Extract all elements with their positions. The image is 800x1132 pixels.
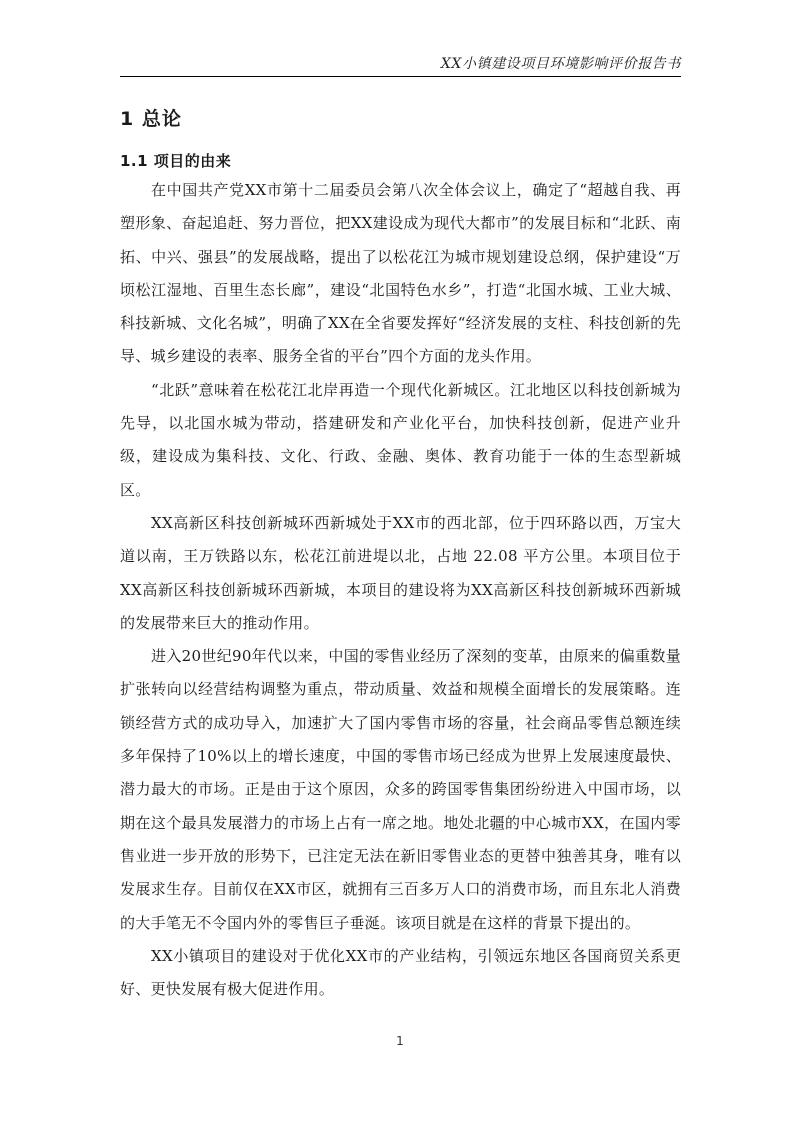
paragraph-2: “北跃”意味着在松花江北岸再造一个现代化新城区。江北地区以科技创新城为先导，以北国水城为带动，搭建研发和产业化平台，加快科技创新，促进产业升级，建设成为集科技、文化、行政、金融、奥体、教育功能于一体的生态型新城区。 (120, 380, 681, 499)
page-number: 1 (396, 1034, 404, 1048)
paragraph-3: XX高新区科技创新城环西新城处于XX市的西北部，位于四环路以西，万宝大道以南，王万铁路以东，松花江前进堤以北，占地 22.08 平方公里。本项目位于XX高新区科技创新城环西新城，本项目的建设将为XX高新区科技创新城环西新城的发展带来巨大的推动作用。 (120, 513, 681, 632)
paragraph-4: 进入20世纪90年代以来，中国的零售业经历了深刻的变革，由原来的偏重数量扩张转向以经营结构调整为重点，带动质量、效益和规模全面增长的发展策略。连锁经营方式的成功导入，加速扩大了国内零售市场的容量，社会商品零售总额连续多年保持了10%以上的增长速度，中国的零售市场已经成为世界上发展速度最快、潜力最大的市场。正是由于这个原因，众多的跨国零售集团纷纷进入中国市场，以期在这个最具发展潜力的市场上占有一席之地。地处北疆的中心城市XX，在国内零售业进一步开放的形势下，已注定无法在新旧零售业态的更替中独善其身，唯有以发展求生存。目前仅在XX市区，就拥有三百多万人口的消费市场，而且东北人消费的大手笔无不令国内外的零售巨子垂涎。该项目就是在这样的背景下提出的。 (120, 647, 681, 932)
body-text (120, 174, 681, 1006)
chapter-title: 1 总论 (120, 108, 182, 130)
paragraph-1: 在中国共产党XX市第十二届委员会第八次全体会议上，确定了“超越自我、再塑形象、奋起追赶、努力晋位，把XX建设成为现代大都市”的发展目标和“北跃、南拓、中兴、强县”的发展战略，提出了以松花江为城市规划建设总纲，保护建设“万顷松江湿地、百里生态长廊”，建设“北国特色水乡”，打造“北国水城、工业大城、科技新城、文化名城”，明确了XX在全省要发挥好“经济发展的支柱、科技创新的先导、城乡建设的表率、服务全省的平台”四个方面的龙头作用。 (120, 181, 681, 366)
section-title: 1.1 项目的由来 (120, 152, 232, 170)
paragraph-5: XX小镇项目的建设对于优化XX市的产业结构，引领远东地区各国商贸关系更好、更快发展有极大促进作用。 (120, 946, 681, 999)
page-header (120, 50, 681, 77)
header-title: XX小镇建设项目环境影响评价报告书 (440, 56, 681, 72)
